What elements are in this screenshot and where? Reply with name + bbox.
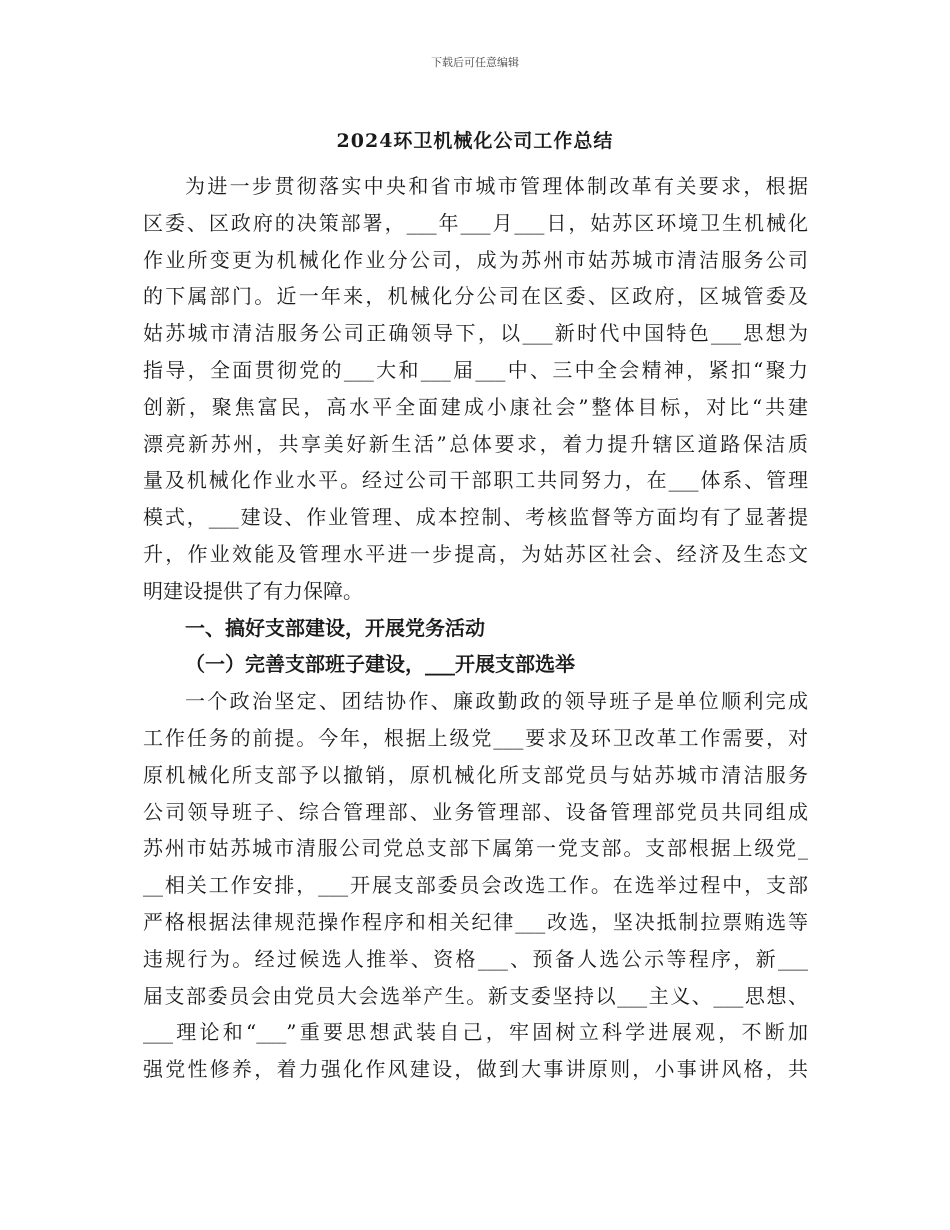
paragraph-line: 量及机械化作业水平。经过公司干部职工共同努力，在___体系、管理: [143, 468, 808, 492]
document-title: 2024环卫机械化公司工作总结: [336, 130, 614, 152]
header-note: 下载后可任意编辑: [431, 56, 519, 69]
paragraph-line: 明建设提供了有力保障。: [143, 579, 363, 603]
paragraph-line: 严格根据法律规范操作程序和相关纪律___改选，坚决抵制拉票贿选等: [143, 910, 808, 934]
paragraph-line: 强党性修养，着力强化作风建设，做到大事讲原则，小事讲风格，共: [143, 1057, 808, 1081]
section-heading: 一、搞好支部建设，开展党务活动: [185, 616, 485, 640]
paragraph-line: ___理论和“___”重要思想武装自己，牢固树立科学进展观，不断加: [143, 1020, 808, 1044]
paragraph-line: 工作任务的前提。今年，根据上级党___要求及环卫改革工作需要，对: [143, 726, 808, 750]
paragraph-line: 姑苏城市清洁服务公司正确领导下，以___新时代中国特色___思想为: [143, 321, 808, 345]
paragraph-line: 的下属部门。近一年来，机械化分公司在区委、区政府，区城管委及: [143, 284, 808, 308]
paragraph-line: 届支部委员会由党员大会选举产生。新支委坚持以___主义、___思想、: [143, 984, 808, 1008]
paragraph-line: 模式，___建设、作业管理、成本控制、考核监督等方面均有了显著提: [143, 505, 808, 529]
paragraph-line: 创新，聚焦富民，高水平全面建成小康社会”整体目标，对比“共建: [143, 395, 808, 419]
paragraph-line: 公司领导班子、综合管理部、业务管理部、设备管理部党员共同组成: [143, 800, 808, 824]
paragraph-line: 作业所变更为机械化作业分公司，成为苏州市姑苏城市清洁服务公司: [143, 248, 808, 272]
paragraph-line: 苏州市姑苏城市清服公司党总支部下属第一党支部。支部根据上级党_: [143, 836, 808, 860]
paragraph-line: 违规行为。经过候选人推举、资格___、预备人选公示等程序，新___: [143, 947, 808, 971]
paragraph-line: 指导，全面贯彻党的___大和___届___中、三中全会精神，紧扣“聚力: [143, 358, 808, 382]
paragraph-line: 原机械化所支部予以撤销，原机械化所支部党员与姑苏城市清洁服务: [143, 763, 808, 787]
paragraph-line: 为进一步贯彻落实中央和省市城市管理体制改革有关要求，根据: [185, 174, 808, 198]
paragraph-line: __相关工作安排，___开展支部委员会改选工作。在选举过程中，支部: [143, 873, 808, 897]
paragraph-line: 升，作业效能及管理水平进一步提高，为姑苏区社会、经济及生态文: [143, 542, 808, 566]
paragraph-line: 一个政治坚定、团结协作、廉政勤政的领导班子是单位顺利完成: [185, 689, 808, 713]
paragraph-line: 漂亮新苏州，共享美好新生活”总体要求，着力提升辖区道路保洁质: [143, 432, 808, 456]
section-heading: （一）完善支部班子建设，___开展支部选举: [185, 652, 575, 676]
paragraph-line: 区委、区政府的决策部署，___年___月___日，姑苏区环境卫生机械化: [143, 211, 808, 235]
